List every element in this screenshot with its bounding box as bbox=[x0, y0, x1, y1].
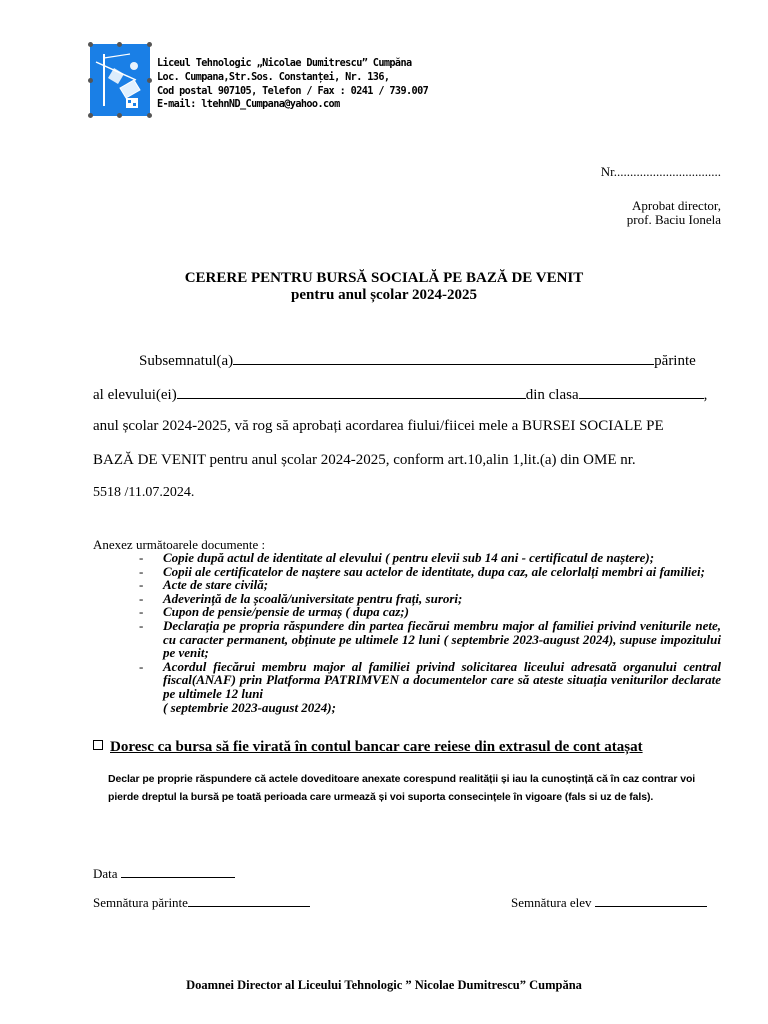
registration-number: Nr................................. bbox=[600, 164, 721, 179]
list-dash: - bbox=[139, 577, 144, 593]
body-line-1 bbox=[139, 351, 696, 370]
list-item bbox=[93, 605, 721, 619]
date-line bbox=[93, 865, 235, 882]
title-line-2: pentru anul școlar 2024-2025 bbox=[291, 287, 477, 303]
list-item bbox=[93, 592, 721, 606]
school-logo-graphic bbox=[90, 44, 150, 116]
list-item bbox=[93, 619, 721, 660]
subsemnatul-label: Subsemnatul(a) bbox=[139, 353, 234, 369]
addressee-footer: Doamnei Director al Liceului Tehnologic ” Nicolae Dumitrescu” Cumpăna bbox=[186, 978, 582, 992]
list-item bbox=[93, 578, 721, 592]
list-item-text: Declarația pe propria răspundere din partea fiecărui membru major al familiei privind veniturile nete, cu caracter permanent, obținute pe ultimele 12 luni ( septembrie 2023-august 2024), supuse impozitului pe venit; bbox=[163, 617, 721, 661]
list-item-text-cont: ( septembrie 2023-august 2024); bbox=[163, 699, 336, 715]
parent-name-field[interactable] bbox=[233, 351, 654, 365]
list-item-text: Copie după actul de identitate al elevului ( pentru elevii sub 14 ani - certificatul de naștere); bbox=[163, 550, 655, 565]
school-contact: Cod postal 907105, Telefon / Fax : 0241 / 739.007 bbox=[157, 85, 429, 97]
list-item-text: Copii ale certificatelor de naștere sau actelor de identitate, dupa caz, ale celorlalți membri ai familiei; bbox=[163, 563, 705, 579]
comma: , bbox=[703, 387, 708, 403]
annex-heading: Anexez următoarele documente : bbox=[93, 537, 266, 552]
list-dash: - bbox=[139, 550, 144, 565]
date-field[interactable] bbox=[121, 865, 235, 878]
bank-transfer-option[interactable] bbox=[93, 739, 643, 756]
class-label: din clasa bbox=[525, 387, 579, 403]
approval-block bbox=[627, 199, 721, 227]
declaration-text: Declar pe proprie răspundere că actele doveditoare anexate corespund realității și iau la cunoștință că în caz contrar voi pierde dreptul la bursă pe toată perioada care urmează și voi suporta consecințele în vigoare (fals si uz de fals). bbox=[108, 773, 696, 803]
school-email: E-mail: ltehnND_Cumpana@yahoo.com bbox=[157, 99, 340, 111]
document-title bbox=[0, 270, 768, 304]
list-item-text: Cupon de pensie/pensie de urmaș ( dupa caz;) bbox=[163, 604, 409, 620]
list-item bbox=[93, 565, 721, 579]
title-line-1: CERERE PENTRU BURSĂ SOCIALĂ PE BAZĂ DE VENIT bbox=[184, 270, 584, 286]
approval-label: Aprobat director, bbox=[631, 198, 721, 213]
body-line-5: 5518 /11.07.2024. bbox=[93, 485, 195, 500]
list-item bbox=[93, 660, 721, 714]
school-name: Liceul Tehnologic „Nicolae Dumitrescu” Cumpăna bbox=[157, 58, 412, 69]
list-dash: - bbox=[139, 590, 144, 606]
student-signature-field[interactable] bbox=[595, 894, 707, 907]
list-dash: - bbox=[139, 563, 144, 579]
student-label: al elevului(ei) bbox=[93, 387, 177, 403]
list-dash: - bbox=[139, 617, 144, 633]
date-label: Data bbox=[93, 866, 118, 881]
list-item-text: Adeverință de la școală/universitate pentru frați, surori; bbox=[163, 590, 463, 606]
bank-transfer-label: Doresc ca bursa să fie virată în contul bancar care reiese din extrasul de cont atașat bbox=[110, 739, 643, 755]
body-line-2 bbox=[93, 385, 707, 404]
student-signature-label: Semnătura elev bbox=[511, 895, 592, 910]
parinte-label: părinte bbox=[654, 353, 696, 369]
bank-transfer-checkbox[interactable] bbox=[93, 740, 103, 750]
parent-signature-line bbox=[93, 894, 310, 911]
parent-signature-label: Semnătura părinte bbox=[93, 895, 188, 910]
list-dash: - bbox=[139, 658, 144, 674]
parent-signature-field[interactable] bbox=[188, 894, 310, 907]
class-field[interactable] bbox=[579, 385, 704, 399]
list-item bbox=[93, 551, 721, 565]
school-address: Loc. Cumpana,Str.Sos. Constanței, Nr. 136, bbox=[157, 71, 390, 83]
approval-director-name: prof. Baciu Ionela bbox=[626, 212, 721, 227]
list-item-text: Acordul fiecărui membru major al familiei privind solicitarea liceului adresată organului central fiscal(ANAF) prin Platforma PATRIMVEN a documentelor care să ateste situația veniturilor declarate pe ultimele 12 luni bbox=[163, 658, 721, 701]
list-item-text: Acte de stare civilă; bbox=[163, 577, 269, 593]
list-dash: - bbox=[139, 604, 144, 620]
student-name-field[interactable] bbox=[177, 385, 526, 399]
school-logo bbox=[90, 44, 150, 116]
body-line-3: anul școlar 2024-2025, vă rog să aprobați acordarea fiului/fiicei mele a BURSEI SOCIALE PE bbox=[93, 418, 664, 434]
body-line-4: BAZĂ DE VENIT pentru anul școlar 2024-2025, conform art.10,alin 1,lit.(a) din OME nr. bbox=[93, 452, 636, 468]
school-address-block bbox=[157, 57, 428, 112]
student-signature-line bbox=[511, 894, 707, 911]
annex-document-list bbox=[93, 551, 721, 714]
